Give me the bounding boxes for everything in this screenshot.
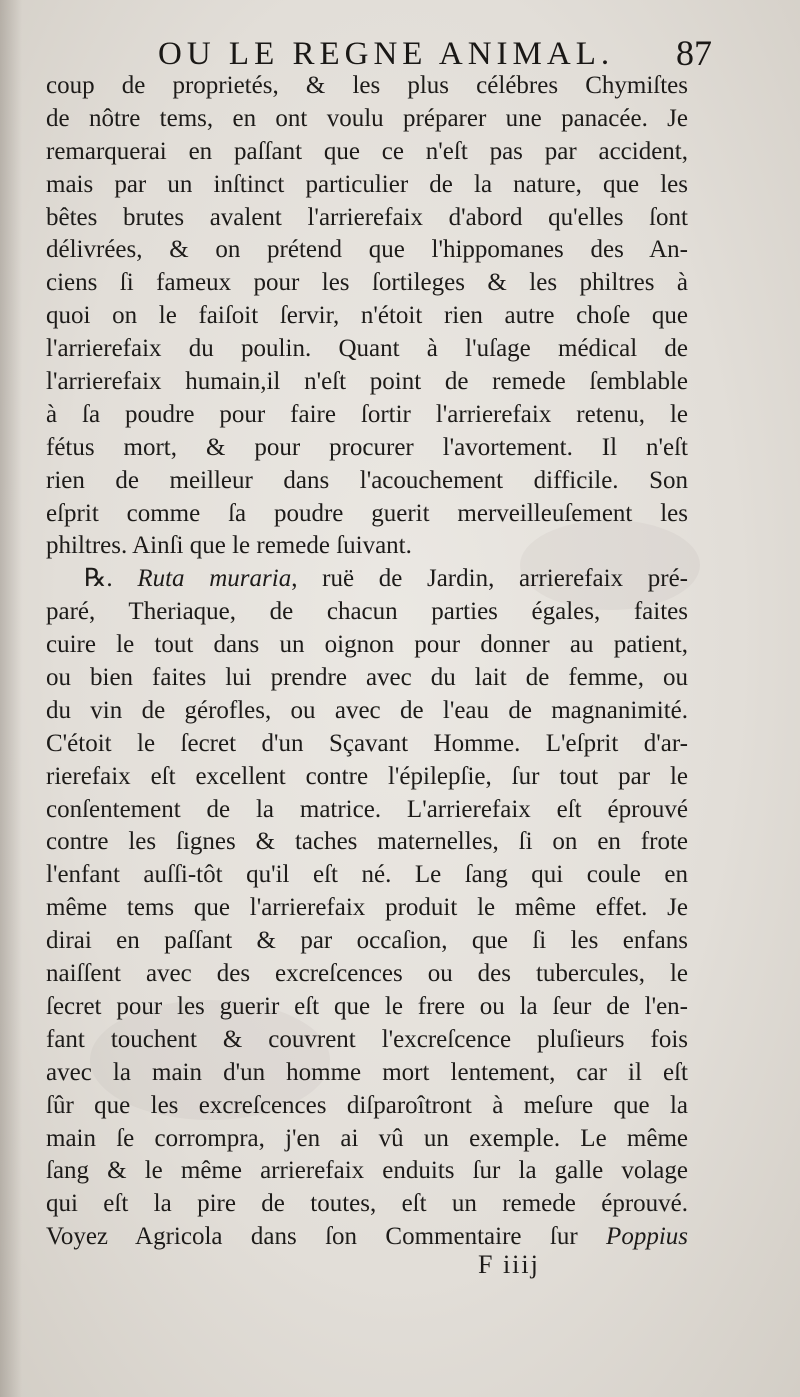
text-line: rierefaix eſt excellent contre l'épilepſie, ſur tout par le [46, 762, 688, 790]
text-line: ſûr que les excreſcences diſparoîtront à meſure que la [46, 1091, 688, 1119]
text-line: quoi on le faiſoit ſervir, n'étoit rien autre choſe que [46, 302, 688, 330]
text-line: coup de proprietés, & les plus célébres Chymiſtes [46, 72, 688, 99]
text-line: ou bien faites lui prendre avec du lait de femme, ou [46, 664, 688, 692]
text-line: C'étoit le ſecret d'un Sçavant Homme. L'eſprit d'ar- [46, 729, 688, 757]
text-line: ſecret pour les guerir eſt que le frere ou la ſeur de l'en- [46, 992, 688, 1020]
text-line: à ſa poudre pour faire ſortir l'arrierefaix retenu, le [46, 400, 688, 428]
text-line: cuire le tout dans un oignon pour donner au patient, [46, 631, 688, 659]
text-line: paré, Theriaque, de chacun parties égales, faites [46, 598, 688, 626]
text-line: du vin de gérofles, ou avec de l'eau de magnanimité. [46, 696, 688, 724]
text-line: remarquerai en paſſant que ce n'eſt pas par accident, [46, 137, 688, 165]
text-line: dirai en paſſant & par occaſion, que ſi les enfans [46, 927, 688, 955]
text-line: Voyez Agricola dans ſon Commentaire ſur Poppius [46, 1223, 688, 1251]
text-line: ſang & le même arrierefaix enduits ſur la galle volage [46, 1157, 688, 1185]
text-line: rien de meilleur dans l'acouchement difficile. Son [46, 466, 688, 494]
text-line: même tems que l'arrierefaix produit le même effet. Je [46, 894, 688, 922]
text-line: délivrées, & on prétend que l'hippomanes des An- [46, 236, 688, 264]
text-line: fant touchent & couvrent l'excreſcence pluſieurs fois [46, 1025, 688, 1053]
page-number: 87 [676, 33, 712, 73]
text-line: philtres. Ainſi que le remede ſuivant. [46, 532, 412, 560]
body-text [46, 70, 688, 1254]
text-line: fétus mort, & pour procurer l'avortement. Il n'eſt [46, 433, 688, 461]
text-line: naiſſent avec des excreſcences ou des tubercules, le [46, 960, 688, 988]
text-line: de nôtre tems, en ont voulu préparer une panacée. Je [46, 104, 688, 132]
text-line: ciens ſi fameux pour les ſortileges & les philtres à [46, 269, 688, 297]
text-line: l'arrierefaix humain,il n'eſt point de remede ſemblable [46, 368, 688, 396]
running-title: OU LE REGNE ANIMAL. [158, 36, 615, 72]
text-line: main ſe corrompra, j'en ai vû un exemple. Le même [46, 1124, 688, 1152]
text-line: bêtes brutes avalent l'arrierefaix d'abord qu'elles ſont [46, 203, 688, 231]
text-line: contre les ſignes & taches maternelles, ſi on en frote [46, 828, 688, 856]
italic-term: Ruta muraria [137, 565, 292, 593]
text-line: ℞. Ruta muraria, ruë de Jardin, arrierefaix pré- [84, 565, 688, 593]
text-line: eſprit comme ſa poudre guerit merveilleuſement les [46, 499, 688, 527]
text-line: conſentement de la matrice. L'arrierefaix eſt éprouvé [46, 795, 688, 823]
catchword: F iiij [478, 1250, 540, 1279]
text-line: l'enfant auſſi-tôt qu'il eſt né. Le ſang qui coule en [46, 861, 688, 889]
italic-term: Poppius [606, 1223, 688, 1251]
text-line: qui eſt la pire de toutes, eſt un remede éprouvé. [46, 1190, 688, 1218]
text-line: mais par un inſtinct particulier de la nature, que les [46, 170, 688, 198]
text-line: avec la main d'un homme mort lentement, car il eſt [46, 1058, 688, 1086]
text-line: l'arrierefaix du poulin. Quant à l'uſage médical de [46, 335, 688, 363]
gutter-shadow [0, 0, 22, 1397]
